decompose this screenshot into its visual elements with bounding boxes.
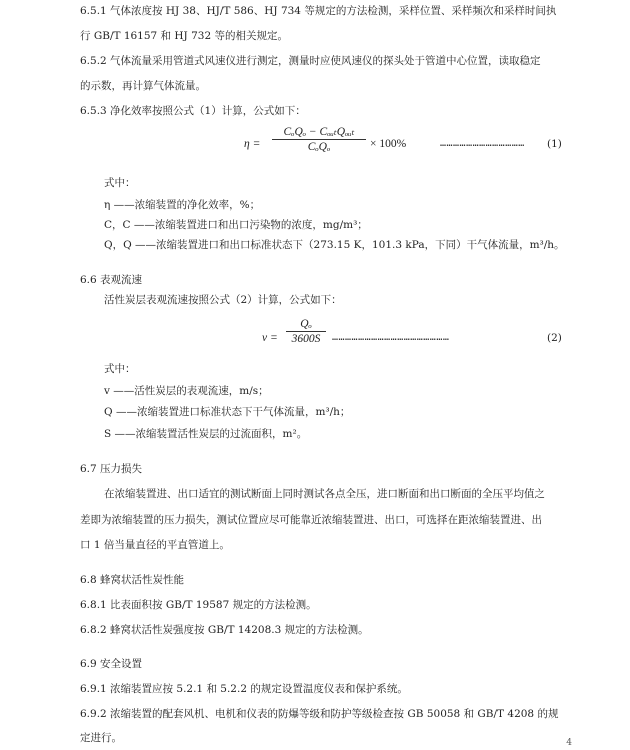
section-6-7-para-line2: 差即为浓缩装置的压力损失，测试位置应尽可能靠近浓缩装置进、出口，可选择在距浓缩装置进、出 <box>80 514 542 526</box>
formula-1-def-eta: η ——浓缩装置的净化效率，%； <box>104 199 261 211</box>
formula-1-number: (1) <box>547 138 562 150</box>
formula-2-leader-dots: ……………………………………………… <box>332 332 450 343</box>
formula-2-def-s: S ——浓缩装置活性炭层的过流面积，m²。 <box>104 428 308 440</box>
formula-1-leader-dots: ………………………………… <box>440 138 525 149</box>
formula-2-numerator: Qₒ <box>300 318 312 330</box>
section-6-7-title: 6.7 压力损失 <box>80 463 143 475</box>
formula-2-v: v = <box>262 332 278 344</box>
formula-1-where: 式中： <box>104 177 136 189</box>
formula-1-fraction-bar <box>272 139 366 140</box>
section-6-8-2: 6.8.2 蜂窝状活性炭强度按 GB/T 14208.3 规定的方法检测。 <box>80 624 369 636</box>
section-6-6-title: 6.6 表观流速 <box>80 274 143 286</box>
formula-1-fraction <box>272 124 366 153</box>
section-6-5-1-line2: 行 GB/T 16157 和 HJ 732 等的相关规定。 <box>80 30 288 42</box>
formula-1-def-q: Q，Q ——浓缩装置进口和出口标准状态下（273.15 K，101.3 kPa，下同）干气体流量，m³/h。 <box>104 239 565 251</box>
formula-1-eta: η = <box>244 138 261 150</box>
section-6-9-2-line1: 6.9.2 浓缩装置的配套风机、电机和仪表的防爆等级和防护等级检查按 GB 50058 和 GB/T 4208 的规 <box>80 708 559 720</box>
section-6-6-intro: 活性炭层表观流速按照公式（2）计算，公式如下： <box>104 294 342 306</box>
section-6-5-3-line1: 6.5.3 净化效率按照公式（1）计算，公式如下： <box>80 105 306 117</box>
formula-1-numerator: CₒQₒ − CₒᵤₜQₒᵤₜ <box>283 126 355 138</box>
formula-2-fraction-bar <box>286 331 326 332</box>
section-6-8-1: 6.8.1 比表面积按 GB/T 19587 规定的方法检测。 <box>80 599 317 611</box>
formula-2-denominator: 3600S <box>291 333 321 345</box>
formula-2-fraction <box>286 318 326 345</box>
section-6-7-para-line3: 口 1 倍当量直径的平直管道上。 <box>80 539 230 551</box>
section-6-7-para-line1: 在浓缩装置进、出口适宜的测试断面上同时测试各点全压，进口断面和出口断面的全压平均值之 <box>104 488 545 500</box>
formula-1-def-c: C，C ——浓缩装置进口和出口污染物的浓度，mg/m³； <box>104 219 368 231</box>
formula-2-number: (2) <box>547 332 562 344</box>
section-6-9-1: 6.9.1 浓缩装置应按 5.2.1 和 5.2.2 的规定设置温度仪表和保护系统。 <box>80 683 408 695</box>
section-6-5-2-line1: 6.5.2 气体流量采用管道式风速仪进行测定，测量时应使风速仪的探头处于管道中心位置，读取稳定 <box>80 55 541 67</box>
section-6-9-2-line2: 定进行。 <box>80 732 122 744</box>
formula-2-def-v: v ——活性炭层的表观流速，m/s； <box>104 385 269 397</box>
section-6-5-1-line1: 6.5.1 气体浓度按 HJ 38、HJ/T 586、HJ 734 等规定的方法检测，采样位置、采样频次和采样时间执 <box>80 5 557 17</box>
formula-2-def-q: Q ——浓缩装置进口标准状态下干气体流量，m³/h； <box>104 406 351 418</box>
formula-1-denominator: CₒQₒ <box>307 141 331 153</box>
section-6-8-title: 6.8 蜂窝状活性炭性能 <box>80 574 185 586</box>
formula-1-times: × 100% <box>370 138 407 150</box>
section-6-9-title: 6.9 安全设置 <box>80 658 143 670</box>
formula-2-where: 式中： <box>104 363 136 375</box>
page-number: 4 <box>566 738 572 748</box>
section-6-5-2-line2: 的示数，再计算气体流量。 <box>80 80 206 92</box>
